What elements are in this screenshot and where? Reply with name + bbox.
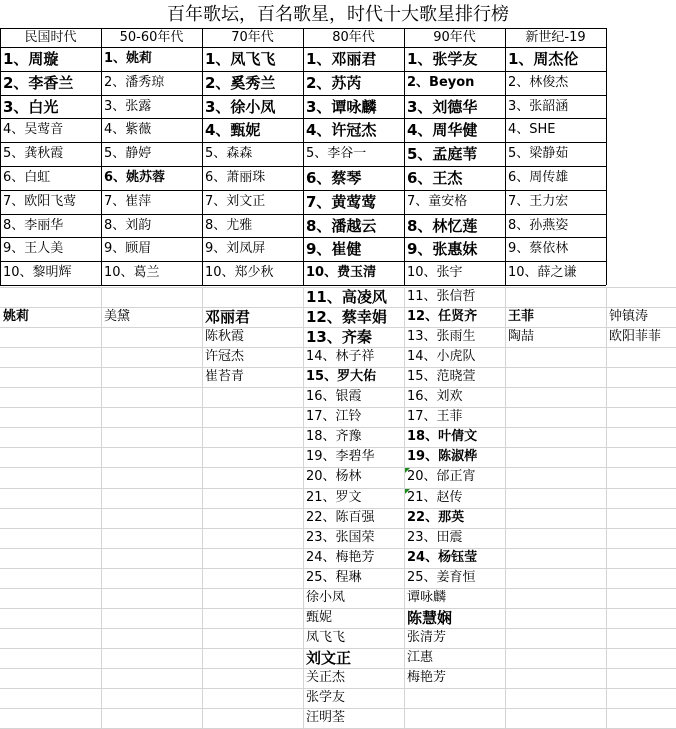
table-border-vertical [606, 28, 607, 285]
extra-cell-90s[interactable]: 江惠 [407, 650, 434, 665]
table-border-horizontal [0, 285, 606, 286]
rank-cell[interactable]: 10、郑少秋 [205, 265, 274, 280]
table-border-horizontal [0, 142, 606, 143]
rank-cell[interactable]: 8、刘韵 [104, 218, 152, 233]
rank-cell[interactable]: 7、欧阳飞莺 [3, 194, 77, 209]
extra-cell-80s[interactable]: 20、杨林 [306, 469, 362, 484]
extra-cell-90s[interactable]: 23、田震 [407, 530, 463, 545]
extra-cell-80s[interactable]: 凤飞飞 [306, 630, 346, 645]
extra-cell-80s[interactable]: 11、高凌风 [306, 288, 387, 306]
extra-name-cell[interactable]: 陈秋霞 [205, 329, 245, 344]
rank-cell[interactable]: 8、林忆莲 [407, 217, 478, 235]
rank-cell[interactable]: 1、凤飞飞 [205, 50, 276, 68]
rank-cell[interactable]: 5、李谷一 [306, 146, 367, 161]
rank-cell[interactable]: 3、白光 [3, 98, 59, 116]
extra-cell-90s[interactable]: 17、王菲 [407, 409, 463, 424]
extra-cell-90s[interactable]: 陈慧娴 [407, 609, 453, 627]
table-border-vertical [303, 28, 304, 285]
rank-cell[interactable]: 6、萧丽珠 [205, 170, 266, 185]
rank-cell[interactable]: 9、张惠妹 [407, 240, 478, 258]
comment-marker-icon[interactable] [405, 489, 410, 494]
rank-cell[interactable]: 3、徐小凤 [205, 98, 276, 116]
extra-name-cell[interactable]: 崔苔青 [205, 369, 245, 384]
rank-cell[interactable]: 9、崔健 [306, 240, 362, 258]
extra-cell-90s[interactable]: 16、刘欢 [407, 389, 463, 404]
rank-cell[interactable]: 10、葛兰 [104, 265, 160, 280]
rank-cell[interactable]: 3、张露 [104, 99, 152, 114]
rank-cell[interactable]: 6、周传雄 [508, 170, 569, 185]
rank-cell[interactable]: 5、森森 [205, 146, 253, 161]
rank-cell[interactable]: 4、许冠杰 [306, 121, 377, 139]
rank-cell[interactable]: 3、谭咏麟 [306, 98, 377, 116]
extra-cell-80s[interactable]: 张学友 [306, 690, 346, 705]
rank-cell[interactable]: 2、苏芮 [306, 74, 362, 92]
extra-cell-80s[interactable]: 15、罗大佑 [306, 369, 377, 384]
column-header-4[interactable]: 90年代 [433, 30, 476, 45]
rank-cell[interactable]: 5、梁静茹 [508, 146, 569, 161]
extra-cell-90s[interactable]: 19、陈淑桦 [407, 449, 478, 464]
extra-cell-80s[interactable]: 12、蔡幸娟 [306, 308, 387, 326]
extra-cell-90s[interactable]: 15、范晓萱 [407, 369, 476, 384]
rank-cell[interactable]: 5、静婷 [104, 146, 152, 161]
rank-cell[interactable]: 9、刘凤屏 [205, 241, 266, 256]
extra-cell-90s[interactable]: 梅艳芳 [407, 670, 447, 685]
extra-cell-80s[interactable]: 汪明荃 [306, 710, 346, 725]
extra-cell-90s[interactable]: 13、张雨生 [407, 329, 476, 344]
extra-cell-90s[interactable]: 21、赵传 [407, 490, 463, 505]
column-header-1[interactable]: 50-60年代 [119, 30, 184, 45]
table-border-horizontal [0, 214, 606, 215]
rank-cell[interactable]: 1、周杰伦 [508, 50, 579, 68]
rank-cell[interactable]: 4、SHE [508, 122, 556, 137]
extra-cell-80s[interactable]: 13、齐秦 [306, 328, 372, 346]
table-border-horizontal [0, 166, 606, 167]
extra-cell-90s[interactable]: 11、张信哲 [407, 289, 476, 304]
column-header-3[interactable]: 80年代 [332, 30, 375, 45]
page-title: 百年歌坛，百名歌星，时代十大歌星排行榜 [167, 4, 509, 25]
extra-cell-80s[interactable]: 16、银霞 [306, 389, 362, 404]
extra-name-cell[interactable]: 陶喆 [508, 329, 535, 344]
extra-cell-90s[interactable]: 22、那英 [407, 510, 465, 525]
extra-name-cell[interactable]: 钟镇涛 [609, 309, 649, 324]
table-border-vertical [0, 28, 1, 285]
rank-cell[interactable]: 8、潘越云 [306, 217, 377, 235]
table-border-horizontal [0, 118, 606, 119]
rank-cell[interactable]: 7、黄莺莺 [306, 193, 377, 211]
extra-name-cell[interactable]: 邓丽君 [205, 308, 251, 326]
extra-cell-80s[interactable]: 14、林子祥 [306, 349, 375, 364]
rank-cell[interactable]: 7、王力宏 [508, 194, 569, 209]
rank-cell[interactable]: 8、李丽华 [3, 218, 64, 233]
table-border-horizontal [0, 190, 606, 191]
extra-name-cell[interactable]: 王菲 [508, 309, 535, 324]
table-border-horizontal [0, 71, 606, 72]
extra-cell-90s[interactable]: 张清芳 [407, 630, 447, 645]
extra-cell-80s[interactable]: 18、齐豫 [306, 429, 362, 444]
rank-cell[interactable]: 7、刘文正 [205, 194, 266, 209]
rank-cell[interactable]: 7、崔萍 [104, 194, 152, 209]
rank-cell[interactable]: 10、张宇 [407, 265, 463, 280]
table-border-horizontal [0, 47, 606, 48]
table-border-vertical [202, 28, 203, 285]
rank-cell[interactable]: 6、姚苏蓉 [104, 170, 166, 185]
rank-cell[interactable]: 2、Beyon [407, 75, 475, 90]
rank-cell[interactable]: 8、孙燕姿 [508, 218, 569, 233]
rank-cell[interactable]: 1、张学友 [407, 50, 478, 68]
column-header-5[interactable]: 新世纪-19 [525, 30, 586, 45]
rank-cell[interactable]: 3、张韶涵 [508, 99, 569, 114]
rank-cell[interactable]: 1、邓丽君 [306, 50, 377, 68]
rank-cell[interactable]: 6、白虹 [3, 170, 51, 185]
extra-cell-80s[interactable]: 徐小凤 [306, 590, 346, 605]
rank-cell[interactable]: 9、顾眉 [104, 241, 152, 256]
rank-cell[interactable]: 10、薛之谦 [508, 265, 577, 280]
table-border-horizontal [0, 237, 606, 238]
extra-cell-80s[interactable]: 甄妮 [306, 610, 333, 625]
rank-cell[interactable]: 4、周华健 [407, 121, 478, 139]
rank-cell[interactable]: 3、刘德华 [407, 98, 478, 116]
rank-cell[interactable]: 9、王人美 [3, 241, 64, 256]
rank-cell[interactable]: 5、龚秋霞 [3, 146, 64, 161]
rank-cell[interactable]: 1、姚莉 [104, 51, 153, 66]
extra-name-cell[interactable]: 美黛 [104, 309, 131, 324]
rank-cell[interactable]: 7、童安格 [407, 194, 468, 209]
comment-marker-icon[interactable] [405, 468, 410, 473]
extra-cell-90s[interactable]: 14、小虎队 [407, 349, 476, 364]
column-header-2[interactable]: 70年代 [231, 30, 274, 45]
table-border-vertical [101, 28, 102, 285]
rank-cell[interactable]: 9、蔡依林 [508, 241, 569, 256]
extra-cell-80s[interactable]: 21、罗文 [306, 490, 362, 505]
extra-cell-90s[interactable]: 18、叶倩文 [407, 429, 478, 444]
table-border-vertical [404, 28, 405, 285]
rank-cell[interactable]: 2、潘秀琼 [104, 75, 165, 90]
rank-cell[interactable]: 10、黎明辉 [3, 265, 72, 280]
table-border-horizontal [0, 28, 606, 29]
rank-cell[interactable]: 6、蔡琴 [306, 169, 362, 187]
rank-cell[interactable]: 10、费玉清 [306, 265, 377, 280]
extra-cell-90s[interactable]: 25、姜育恒 [407, 570, 476, 585]
table-border-vertical [505, 28, 506, 285]
rank-cell[interactable]: 4、吴莺音 [3, 122, 64, 137]
extra-cell-90s[interactable]: 24、杨钰莹 [407, 550, 478, 565]
extra-cell-90s[interactable]: 20、邰正宵 [407, 469, 476, 484]
rank-cell[interactable]: 6、王杰 [407, 169, 463, 187]
extra-cell-80s[interactable]: 23、张国荣 [306, 530, 375, 545]
extra-cell-80s[interactable]: 22、陈百强 [306, 510, 375, 525]
extra-cell-80s[interactable]: 19、李碧华 [306, 449, 375, 464]
extra-cell-80s[interactable]: 关正杰 [306, 670, 346, 685]
extra-cell-80s[interactable]: 25、程琳 [306, 570, 362, 585]
extra-cell-90s[interactable]: 谭咏麟 [407, 590, 447, 605]
rank-cell[interactable]: 4、甄妮 [205, 121, 261, 139]
rank-cell[interactable]: 8、尤雅 [205, 218, 253, 233]
rank-cell[interactable]: 1、周璇 [3, 50, 59, 68]
extra-cell-80s[interactable]: 刘文正 [306, 649, 352, 667]
rank-cell[interactable]: 2、林俊杰 [508, 75, 569, 90]
column-header-0[interactable]: 民国时代 [24, 30, 77, 45]
extra-cell-90s[interactable]: 12、任贤齐 [407, 309, 478, 324]
rank-cell[interactable]: 5、孟庭苇 [407, 145, 478, 163]
extra-name-cell[interactable]: 许冠杰 [205, 349, 245, 364]
extra-name-cell[interactable]: 欧阳菲菲 [609, 329, 662, 344]
table-border-horizontal [0, 261, 606, 262]
table-border-horizontal [0, 95, 606, 96]
extra-cell-80s[interactable]: 17、江铃 [306, 409, 362, 424]
extra-cell-80s[interactable]: 24、梅艳芳 [306, 550, 375, 565]
rank-cell[interactable]: 4、紫薇 [104, 122, 152, 137]
rank-cell[interactable]: 2、奚秀兰 [205, 74, 276, 92]
rank-cell[interactable]: 2、李香兰 [3, 74, 74, 92]
extra-name-cell[interactable]: 姚莉 [3, 309, 30, 324]
